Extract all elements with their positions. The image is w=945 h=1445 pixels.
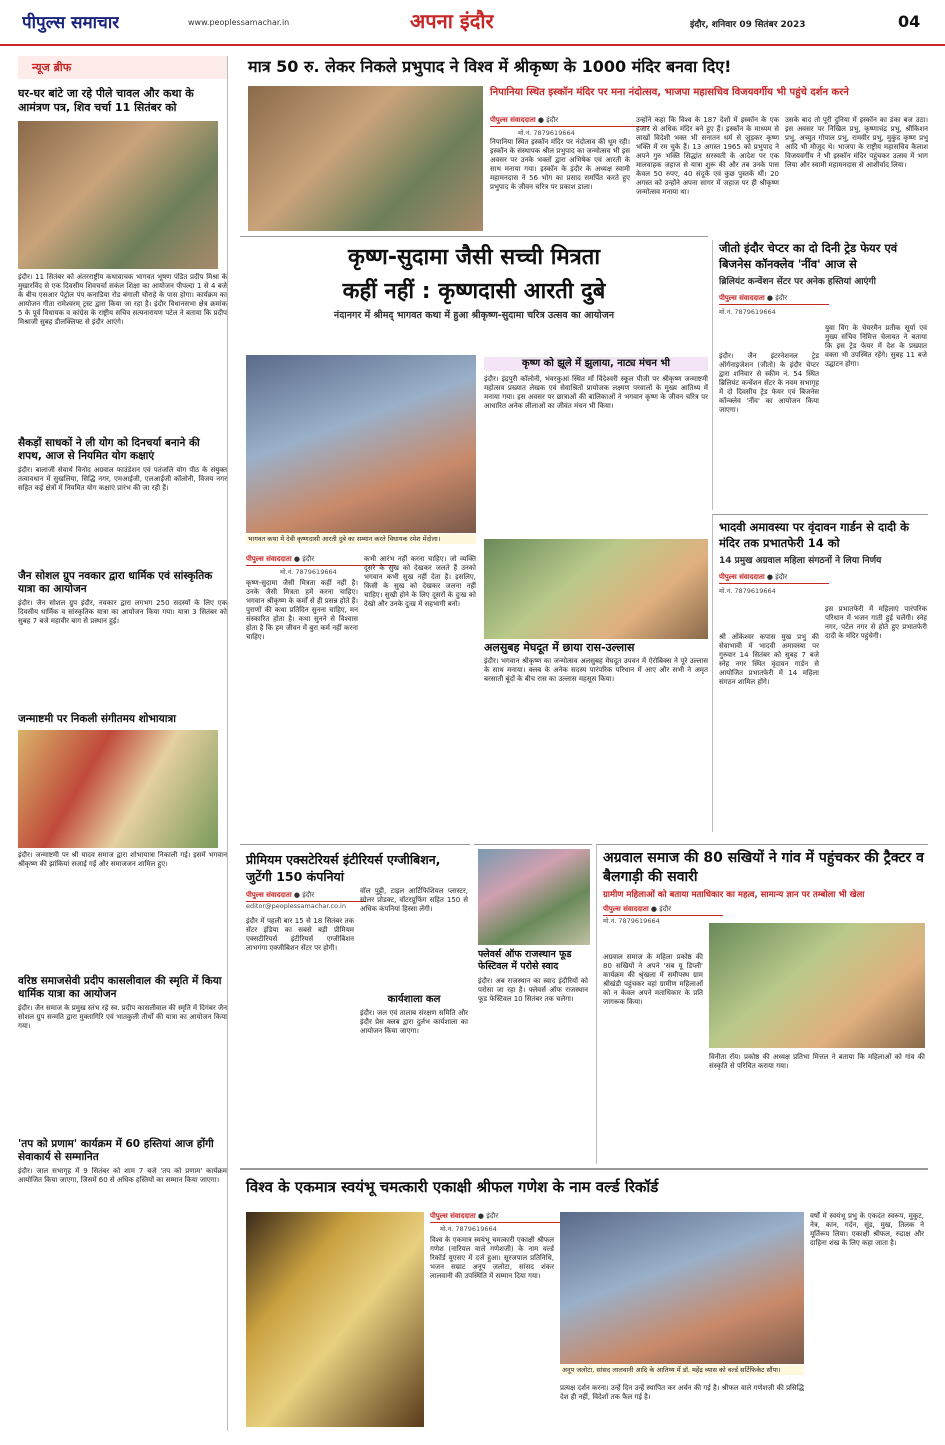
- story-headline: जीतो इंदौर चेप्टर का दो दिनी ट्रेड फेयर एवं बिजनेस कॉनक्लेव 'नींव' आज से: [719, 241, 898, 271]
- mobile-number: मो.नं. 7879619664: [719, 587, 776, 595]
- byline: पीपुल्स संवाददाता ● इंदौर: [603, 905, 723, 916]
- news-photo: [18, 121, 218, 269]
- story-subhead: ब्रिलियंट कन्वेंशन सेंटर पर अनेक हस्तियां आएंगी: [719, 277, 876, 287]
- story-column: विनीता रॉय। प्रकोष्ठ की अध्यक्ष प्रतिभा मित्तल ने बताया कि महिलाओं को गांव की संस्कृति से परिचित कराया गया।: [709, 1053, 925, 1070]
- food-fest-story: [474, 844, 592, 1164]
- story-column: वॉल पुट्टी, टाइल आर्टिफिशियल प्लास्टर, सोलर प्रोडक्ट, वॉटरप्रूफिंग सहित 150 से अधिक कंपनियां हिस्सा लेंगी।: [360, 887, 468, 913]
- mobile-number: मो.नं. 7879619664: [280, 568, 337, 576]
- byline-name: पीपुल्स संवाददाता: [490, 116, 536, 124]
- story-subhead: नंदानगर में श्रीमद् भागवत कथा में हुआ श्रीकृष्ण-सुदामा चरित्र उत्सव का आयोजन: [333, 310, 615, 321]
- story-column: प्रत्यक्ष दर्शन करना। उन्हें दिन उन्हें स्थापित कर अर्चन की गई है। श्रीफल वाले गणेशजी की प्रसिद्धि देश ही नहीं, विदेशों तक फैल गई है।: [560, 1384, 804, 1401]
- byline-name: पीपुल्स संवाददाता: [430, 1212, 476, 1220]
- story-column: श्री ओंकेश्वर कपास मुख प्रभु की सेवाभावी में भादवी अमावस्या पर गुरुवार 14 सितंबर को सुबह 7 बजे स्नेह नगर स्थित वृंदावन गार्डन से आयोजित प्रभातफेरी में 14 महिला संगठन शामिल होंगे।: [719, 633, 819, 686]
- story-photo: [560, 1212, 804, 1364]
- story-headline: कहीं नहीं : कृष्णदासी आरती दुबे: [342, 279, 606, 304]
- story-headline: भादवी अमावस्या पर वृंदावन गार्डन से दादी के मंदिर तक प्रभातफेरी 14 को: [719, 520, 909, 550]
- workshop-body: इंदौर। जल एवं तालाब संरक्षण समिति और इंदौर प्रेस क्लब द्वारा दुर्लभ कार्यशाला का आयोजन किया जाएगा।: [360, 1009, 468, 1035]
- expo-story: [240, 844, 470, 1164]
- brief-body: इंदौर। बालाजी सेवार्थ विनोद अग्रवाल फाउंडेशन एवं पतंजलि योग पीठ के संयुक्त तत्वावधान में सुखलिया, सिद्धि नगर, एमआईजी, एलआईजी कॉलोनी, विजय नगर सहित कई क्षेत्रों में नियमित योग कक्षाएं प्रारंभ की जा रही हैं।: [18, 466, 227, 492]
- brief-headline: जैन सोशल ग्रुप नवकार द्वारा धार्मिक एवं सांस्कृतिक यात्रा का आयोजन: [18, 570, 213, 595]
- story-column: इस प्रभातफेरी में महिलाएं पारंपरिक परिधान में भजन गाती हुई चलेंगी। स्नेह नगर, पटेल नगर से होते हुए प्रभातफेरी दादी के मंदिर पहुंचेगी।: [825, 605, 927, 640]
- brief-headline: वरिष्ठ समाजसेवी प्रदीप कासलीवाल की स्मृति में किया धार्मिक यात्रा का आयोजन: [18, 975, 222, 1000]
- byline-city: इंदौर: [302, 555, 315, 563]
- story-photo: [246, 355, 476, 533]
- brand-logo: पीपुल्स समाचार: [22, 13, 120, 33]
- email-address: editor@peoplessamachar.co.in: [246, 902, 346, 910]
- byline-name: पीपुल्स संवाददाता: [246, 555, 292, 563]
- food-fest-body: इंदौर। अब राजस्थान का स्वाद इंदौरियों को परोसा जा रहा है। फ्लेवर्स ऑफ राजस्थान फूड फेस्टिवल 10 सितंबर तक चलेगा।: [478, 977, 588, 1003]
- story-column: वर्षों में स्वयंभू प्रभु के एकदंत स्वरूप, मुकुट, नेत्र, कान, गर्दन, सूंड, मुख, तिलक ने मूर्तिरूप लिया। एकाक्षी श्रीफल, रुद्राक्ष और दाहिना शंख के लिए कहा जाता है।: [810, 1212, 924, 1247]
- byline: पीपुल्स संवाददाता ● इंदौर: [246, 891, 366, 902]
- story-photo: [248, 86, 483, 231]
- food-fest-headline: फ्लेवर्स ऑफ राजस्थान फूड फेस्टिवल में परोसे स्वाद: [478, 949, 572, 972]
- brief-body: इंदौर। जन्माष्टमी पर श्री यादव समाज द्वारा शोभायात्रा निकाली गई। इसमें भगवान श्रीकृष्ण की झांकियां सजाई गईं और समाजजन शामिल हुए।: [18, 851, 227, 868]
- brief-headline: सैकड़ों साधकों ने ली योग को दिनचर्या बनाने की शपथ, आज से नियमित योग कक्षाएं: [18, 437, 200, 462]
- story-headline: मात्र 50 रु. लेकर निकले प्रभुपाद ने विश्व में श्रीकृष्ण के 1000 मंदिर बनवा दिए!: [248, 57, 732, 76]
- byline: पीपुल्स संवाददाता ● इंदौर: [430, 1212, 580, 1223]
- story-headline: विश्व के एकमात्र स्वयंभू चमत्कारी एकाक्षी श्रीफल गणेश के नाम वर्ल्ड रिकॉर्ड: [246, 1178, 659, 1196]
- story-column: इंदौर में पहली बार 15 से 18 सितंबर तक सेंटर इंडिया का सबसे बड़ी प्रीमियम एक्सटीरियर्स इंटीरियर्स एग्जीबिशन लाभगंगा एक्जीबिशन सेंटर पर होगी।: [246, 917, 354, 952]
- brief-body: इंदौर। 11 सितंबर को अंतरराष्ट्रीय कथावाचक भागवत भूषण पंडित प्रदीप मिश्रा के मुखारविंद से एक दिवसीय शिवचर्चा सकंल शिक्षा का आयोजन पीपल्दा 1 से 4 बजे के बीच एसआर पेट्रोल पंप कनाडिया रोड बंगाली चौराहे के पास होगा। कार्यक्रम का आयोजन गीता रामेश्वरम् ट्रस्ट द्वारा किया जा रहा है। इंदौर विधानसभा क्षेत्र क्रमांक 5 के पूर्व विधायक व कांग्रेस के राष्ट्रीय सचिव सत्यनारायण पटेल ने बताया कि प्रदीप मिश्राजी सुबह डीलक्लिफ्ट से इंदौर आएंगे।: [18, 273, 227, 326]
- rasa-body: इंदौर। भगवान श्रीकृष्ण का जन्मोत्सव अलसुबह मेघदूत उपवन में ऐरोबिक्स ने पूरे उल्लास के साथ मनाया। क्लब के अनेक सदस्य पारंपरिक परिधान में आए और सभी ने अमृत बरसाती बूंदों के बीच रास का उल्लास महसूस किया।: [484, 657, 708, 683]
- rasa-headline: अलसुबह मेघदूत में छाया रास-उल्लास: [484, 641, 635, 654]
- ganesh-photo: [246, 1212, 424, 1427]
- page-number: 04: [898, 12, 921, 31]
- krishna-sudama-story: [240, 236, 708, 731]
- story-column: कभी आरंभ नहीं करना चाहिए। जो व्यक्ति दूसरे के सुख को देखकर जलते हैं उनको भगवान कभी सुख नहीं देता है। इसलिए, किसी के सुख को देखकर जलना नहीं चाहिए। सुखी होने के लिए दूसरों के दुःख को देखो और उनके दुःख में सहभागी बनो।: [364, 555, 476, 608]
- byline: पीपुल्स संवाददाता ● इंदौर: [490, 116, 650, 127]
- byline-city: इंदौर: [486, 1212, 499, 1220]
- byline-name: पीपुल्स संवाददाता: [603, 905, 649, 913]
- news-brief-column: [18, 56, 228, 1431]
- mobile-number: मो.नं. 7879619664: [719, 308, 776, 316]
- story-subhead: 14 प्रमुख अग्रवाल महिला संगठनों ने लिया निर्णय: [719, 556, 882, 566]
- byline: पीपुल्स संवाददाता ● इंदौर: [246, 555, 396, 566]
- photo-caption: भागवत कथा में देवी कृष्णदासी आरती दुबे का सम्मान करते विधायक रमेश मेंदोला।: [246, 534, 476, 544]
- byline-city: इंदौर: [302, 891, 315, 899]
- story-photo: [709, 923, 925, 1048]
- story-headline: कृष्ण-सुदामा जैसी सच्ची मित्रता: [347, 245, 601, 270]
- bhadvi-story: [712, 514, 928, 832]
- story-column: अग्रवाल समाज के महिला प्रकोष्ठ की 80 सखियों ने अपने 'सब यू डिप्ली' कार्यक्रम की श्रृंखला में समीपस्थ ग्राम श्रीखंडी पहुंचकर वहां ग्रामीण महिलाओं को न केवल अपने मताधिकार के प्रति जागरूक किया।: [603, 953, 703, 1006]
- website-link[interactable]: www.peoplessamachar.in: [188, 18, 290, 27]
- ganesh-story: [240, 1168, 928, 1430]
- prabhupad-story: [238, 56, 928, 236]
- brief-headline: जन्माष्टमी पर निकली संगीतमय शोभायात्रा: [18, 713, 176, 725]
- story-column: युवा विंग के चेयरमैन प्रतीक सूर्या एवं मुख्य संचिव निमित्त चेलावत ने बताया कि इस ट्रेड फेयर में देश के प्रख्यात वक्ता भी उपस्थित रहेंगे। सुबह 11 बजे उद्घाटन होगा।: [825, 324, 927, 368]
- byline: पीपुल्स संवाददाता ● इंदौर: [719, 294, 829, 305]
- brief-body: इंदौर। जाल सभागृह में 9 सितंबर को शाम 7 बजे 'तप को प्रणाम' कार्यक्रम आयोजित किया जाएगा, जिसमें 60 से अधिक हस्तियों का सम्मान किया जाएगा।: [18, 1167, 227, 1184]
- brief-headline: 'तप को प्रणाम' कार्यक्रम में 60 हस्तियां आज होंगी सेवाकार्य से सम्मानित: [18, 1138, 214, 1163]
- story-column: उन्होंने कहा कि विश्व के 187 देशों में इस्कॉन के एक हजार से अधिक मंदिर बने हुए हैं। इस्कॉन के माध्यम से लाखों विदेशी भक्त भी सनातन धर्म से जुड़कर कृष्ण भक्ति में रम चुके हैं। 13 अगस्त 1965 को प्रभुपाद ने अपने गुरु भक्ति सिद्धांत सरस्वती के आदेश पर एक मालवाहक जहाज से यात्रा शुरू की और तब उनके पास केवल 50 रुपए, 40 संदूकें एवं कुछ पुस्तकें थीं। 20 अगस्त को उन्होंने अपना सागर में जहाज पर ही श्रीकृष्ण जन्मोत्सव मनाया था।: [636, 116, 779, 196]
- brief-body: इंदौर। जैन सोशल ग्रुप इंदौर, नवकार द्वारा लगभग 250 सदस्यों के लिए एक दिवसीय धार्मिक व सांस्कृतिक यात्रा का आयोजन किया गया। यात्रा 3 सितंबर को सुबह 7 बजे महावीर बाग से प्रस्थान हुई।: [18, 599, 227, 625]
- byline-city: इंदौर: [659, 905, 672, 913]
- byline-city: इंदौर: [546, 116, 559, 124]
- brief-body: इंदौर। जैन समाज के प्रमुख स्तंभ रहे स्व. प्रदीप कासलीवाल की स्मृति में दिगंबर जैन सोशल ग्रुप सन्मति द्वारा मुक्तागिरि एवं भातकुली तीर्थों की यात्रा का आयोजन किया गया।: [18, 1004, 227, 1030]
- byline-name: पीपुल्स संवाददाता: [719, 294, 765, 302]
- news-photo: [18, 730, 218, 848]
- story-photo: [484, 539, 708, 639]
- story-headline: प्रीमियम एक्सटेरियर्स इंटीरियर्स एग्जीबिशन, जुटेंगी 150 कंपनियां: [246, 852, 441, 884]
- story-column: कृष्ण-सुदामा जैसी मित्रता कहीं नहीं है। उनके जैसी मित्रता हमें करना चाहिए। भगवान श्रीकृष्ण के कर्मों से ही प्रसन्न होते हैं। पुराणों की कथा प्रतिदिन सुनना चाहिए, मन संस्कारित होता है। कथा सुनने से विश्वास होता है कि हम जीवन में बुरा कर्म नहीं करना चाहिए।: [246, 579, 358, 641]
- mobile-number: मो.नं. 7879619664: [603, 917, 660, 925]
- mini-body: इंदौर। इंद्रपुरी कॉलोनी, भंवरकुआं स्थित माँ विंदेश्वरी स्कूल पीजी पर श्रीकृष्ण जन्माष्टमी महोत्सव प्रख्यात लेखक एवं सेवाश्रितों प्रायोजक लक्ष्मण परवालों के मुख्य आतिथ्य में मनाया गया। इस अवसर पर छात्राओं की बालिकाओं ने भगवान कृष्ण के जीवन चरित्र पर आधारित अनेक लीलाओं का जीवंत मंचन भी किया।: [484, 375, 708, 410]
- byline-name: पीपुल्स संवाददाता: [719, 573, 765, 581]
- section-title: अपना इंदौर: [410, 9, 494, 33]
- jito-story: [712, 240, 928, 510]
- workshop-headline: कार्यशाला कल: [387, 994, 441, 1005]
- byline-name: पीपुल्स संवाददाता: [246, 891, 292, 899]
- brief-headline: घर-घर बांटे जा रहे पीले चावल और कथा के आमंत्रण पत्र, शिव चर्चा 11 सितंबर को: [18, 87, 194, 114]
- dateline: इंदौर, शनिवार 09 सितंबर 2023: [690, 20, 806, 30]
- byline-city: इंदौर: [775, 294, 788, 302]
- agrawal-story: [596, 844, 928, 1164]
- story-headline: अग्रवाल समाज की 80 सखियों ने गांव में पहुंचकर की ट्रैक्टर व बैलगाड़ी की सवारी: [603, 850, 924, 885]
- mobile-number: मो.नं. 7879619664: [440, 1225, 497, 1233]
- story-photo: [478, 849, 590, 945]
- news-brief-label: न्यूज ब्रीफ: [18, 56, 227, 79]
- mobile-number: मो.नं. 7879619664: [518, 129, 575, 137]
- byline: पीपुल्स संवाददाता ● इंदौर: [719, 573, 829, 584]
- photo-caption: अनूप जलोटा, सांसद लालवानी आदि के आतिथ्य में डॉ. महेंद्र व्यास को वर्ल्ड सर्टिफिकेट सौंपा।: [560, 1365, 804, 1375]
- story-column: विश्व के एकमात्र स्वयंभू चमत्कारी एकाक्षी श्रीफल गणेश (नारियल वाले गणेशजी) के नाम वर्ल्ड रिकॉर्ड यूएसए में दर्ज हुआ। सूरजपाल प्रतिनिधि, भजन सम्राट अनूप जलोटा, सांसद शंकर लालवानी की उपस्थिति में सम्मान दिया गया।: [430, 1236, 554, 1280]
- story-column: निपानिया स्थित इस्कॉन मंदिर पर नंदोत्सव की धूम रही। इस्कॉन के संस्थापक श्रील प्रभुपाद का जन्मोत्सव भी इस अवसर पर उनके भक्तों द्वारा अभिषेक एवं आरती के साथ मनाया गया। इस्कॉन के इंदौर के अध्यक्ष स्वामी महामनदास ने 56 भोग का प्रसाद समर्पित करते हुए प्रभुपाद के जीवन चरित्र पर प्रकाश डाला।: [490, 138, 630, 191]
- story-column: उसके बाद तो पूरी दुनिया में इस्कॉन का डंका बज उठा। इस अवसर पर निखिल प्रभु, कृष्णाचंद्र प्रभु, श्रीकिशन प्रभु, अच्युत गोपाल प्रभु, रामवीर प्रभु, मुकुंद कृष्ण प्रभु आदि भी मौजूद थे। भाजपा के राष्ट्रीय महासचिव कैलाश विजयवर्गीय ने भी इस्कॉन मंदिर पहुंचकर उत्सव में भाग लिया और स्वामी महामनदास से आशीर्वाद लिया।: [785, 116, 928, 169]
- byline-city: इंदौर: [775, 573, 788, 581]
- story-subhead: ग्रामीण महिलाओं को बताया मताधिकार का महत्व, सामान्य ज्ञान पर तम्बोला भी खेला: [603, 890, 865, 900]
- story-subhead: निपानिया स्थित इस्कॉन मंदिर पर मना नंदोत्सव, भाजपा महासचिव विजयवर्गीय भी पहुंचे दर्शन करने: [490, 87, 849, 98]
- story-column: इंदौर। जैन इंटरनेशनल ट्रेड ऑर्गनाइजेशन (जीतो) के इंदौर चेप्टर द्वारा शनिवार से स्कीम नं. 54 स्थित ब्रिलियंट कन्वेंशन सेंटर के नवम सभागृह में दो दिवसीय ट्रेड फेयर एवं बिजनेस कॉन्क्लेव 'नींव' का आयोजन किया जाएगा।: [719, 352, 819, 414]
- masthead: [0, 0, 945, 46]
- mini-headline: कृष्ण को झूले में झुलाया, नाट्य मंचन भी: [484, 357, 708, 371]
